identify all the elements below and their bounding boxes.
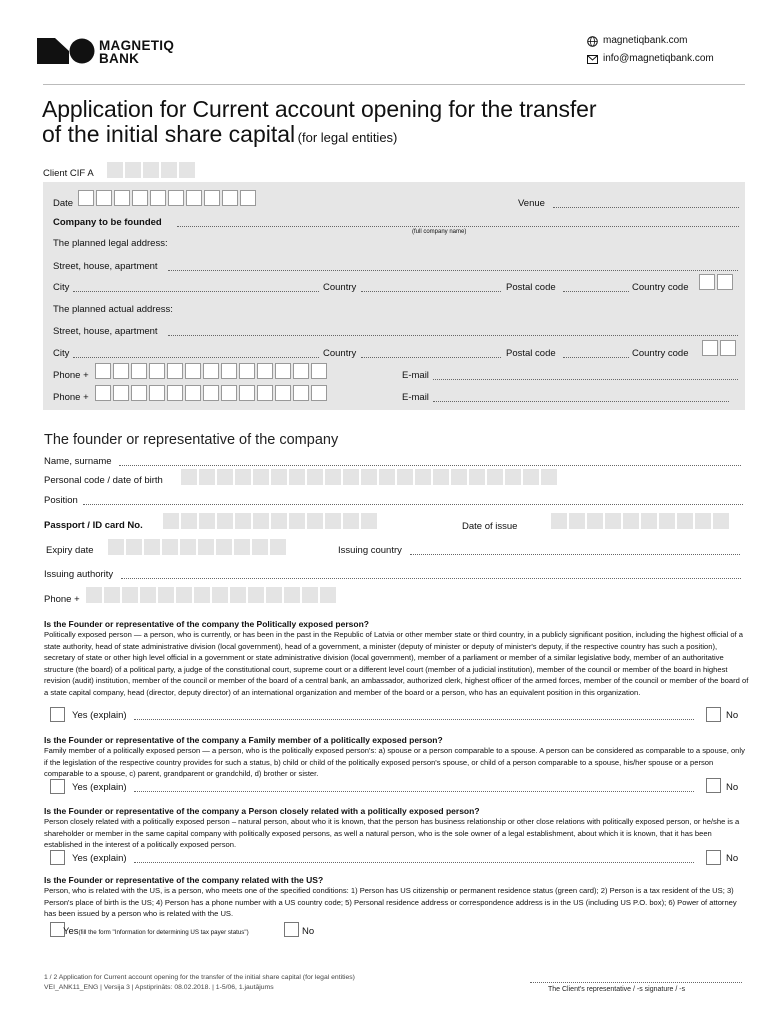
family-yes-checkbox[interactable] (50, 779, 65, 794)
phone-label-1: Phone + (53, 370, 89, 381)
pep-explain-field[interactable] (134, 719, 694, 720)
bank-name-line2: BANK (99, 51, 140, 66)
city-label-1: City (53, 282, 70, 293)
pep-no-label: No (726, 710, 739, 721)
company-name-field[interactable] (177, 226, 739, 227)
company-label: Company to be founded (53, 217, 162, 228)
full-name-hint: (full company name) (412, 229, 467, 235)
venue-field[interactable] (553, 207, 739, 208)
website-link[interactable]: magnetiqbank.com (603, 35, 688, 46)
footer-line-1: 1 / 2 Application for Current account opening for the transfer of the initial share capital (for legal entities) (44, 974, 355, 981)
founder-name-field[interactable] (119, 465, 741, 466)
family-question: Is the Founder or representative of the company a Family member of a politically exposed person? (44, 735, 443, 745)
street-field-2[interactable] (168, 335, 738, 336)
related-explain-field[interactable] (134, 862, 694, 863)
country-field-2[interactable] (361, 357, 501, 358)
country-code-label-1: Country code (632, 282, 689, 293)
us-description: Person, who is related with the US, is a person, who meets one of the specified conditions: 1) Person has US citizenship or permanent residence status (green card); 2) Person is a tax resident of the US; 3) Person's place of birth is the US; 4) Person has a phone number with a US country code; 5) Personal residence address or correspondence address is in the US (including US P.O. box); 6) Power of attorney has been issued by a person who is related with the US. (44, 886, 737, 919)
related-description: Person closely related with a politically exposed person – natural person, about who it is known, that the person has business relationship or other close relations with politically exposed person, or he/she is a shareholder or member in the same capital company with politically exposed persons, as well a natural person, who is the sole owner of a legal establishment, about which it is known, that it has been established in the interest of a politically exposed person. (44, 817, 740, 850)
us-yes-label: Yes (63, 926, 79, 937)
passport-boxes[interactable] (163, 513, 379, 529)
client-cif-label: Client CIF A (43, 168, 94, 179)
founder-heading: The founder or representative of the company (44, 432, 339, 448)
position-field[interactable] (83, 504, 743, 505)
family-explain-field[interactable] (134, 791, 694, 792)
personal-code-boxes[interactable] (181, 469, 559, 485)
related-question: Is the Founder or representative of the company a Person closely related with a politically exposed person? (44, 806, 480, 816)
country-code-boxes-1[interactable] (699, 274, 733, 290)
pep-yes-checkbox[interactable] (50, 707, 65, 722)
date-label: Date (53, 198, 74, 209)
us-yes-text (63, 926, 249, 937)
signature-label: The Client's representative / -s signature / -s (548, 986, 686, 993)
actual-address-label: The planned actual address: (53, 304, 173, 315)
related-yes-checkbox[interactable] (50, 850, 65, 865)
family-yes-label: Yes (explain) (72, 782, 127, 793)
header-divider (43, 84, 745, 85)
page-title-suffix: (for legal entities) (297, 130, 398, 145)
city-label-2: City (53, 348, 70, 359)
page-title-line2-wrap (42, 121, 397, 148)
issuing-country-label: Issuing country (338, 545, 402, 556)
phone-boxes-2[interactable] (95, 385, 327, 401)
country-field-1[interactable] (361, 291, 501, 292)
issuing-country-field[interactable] (410, 554, 740, 555)
globe-icon (587, 36, 598, 49)
date-boxes[interactable] (78, 190, 258, 206)
passport-label: Passport / ID card No. (44, 520, 143, 531)
pep-yes-label: Yes (explain) (72, 710, 127, 721)
email-label-1: E-mail (402, 370, 429, 381)
street-label-1: Street, house, apartment (53, 261, 158, 272)
expiry-date-boxes[interactable] (108, 539, 288, 555)
pep-question: Is the Founder or representative of the company the Politically exposed person? (44, 619, 369, 629)
issuing-authority-field[interactable] (121, 578, 741, 579)
footer-line-2: VEI_ANK11_ENG | Versija 3 | Apstiprināts: 08.02.2018. | 1-5/06, 1.jautājums (44, 984, 274, 991)
mail-icon (587, 55, 598, 66)
related-no-checkbox[interactable] (706, 850, 721, 865)
issuing-authority-label: Issuing authority (44, 569, 114, 580)
family-description: Family member of a politically exposed person — a person, who is the politically exposed person's: a) spouse or a person comparable to a spouse. A person can be considered as comparable to a spouse, only if the legislation of the respective country provides for such a status, b) child or child of the politically exposed person's spouse, or child of a person comparable to a spouse, his/her spouse or a person comparable to a spouse, c) parent, grandparent or grandchild, d) brother or sister. (44, 746, 745, 779)
page-title-line2: of the initial share capital (42, 121, 296, 147)
venue-label: Venue (518, 198, 545, 209)
phone-label-2: Phone + (53, 392, 89, 403)
country-code-label-2: Country code (632, 348, 689, 359)
country-code-boxes-2[interactable] (702, 340, 736, 356)
legal-address-label: The planned legal address: (53, 238, 168, 249)
email-field-1[interactable] (433, 379, 738, 380)
founder-phone-label: Phone + (44, 594, 80, 605)
us-yes-note: (fill the form "Information for determining US tax payer status") (78, 929, 249, 936)
street-label-2: Street, house, apartment (53, 326, 158, 337)
bank-name-line1: MAGNETIQ (99, 38, 175, 53)
page-title-line1: Application for Current account opening for the transfer (42, 96, 597, 122)
bank-logo (37, 38, 95, 64)
postal-field-1[interactable] (563, 291, 629, 292)
expiry-date-label: Expiry date (46, 545, 94, 556)
family-no-checkbox[interactable] (706, 778, 721, 793)
street-field-1[interactable] (168, 270, 738, 271)
postal-label-2: Postal code (506, 348, 556, 359)
us-no-checkbox[interactable] (284, 922, 299, 937)
position-label: Position (44, 495, 78, 506)
phone-boxes-1[interactable] (95, 363, 327, 379)
email-link[interactable]: info@magnetiqbank.com (603, 53, 714, 64)
signature-field[interactable] (530, 982, 742, 983)
personal-code-label: Personal code / date of birth (44, 475, 163, 486)
founder-phone-boxes[interactable] (86, 587, 338, 603)
email-field-2[interactable] (433, 401, 729, 402)
pep-no-checkbox[interactable] (706, 707, 721, 722)
country-label-2: Country (323, 348, 357, 359)
us-question: Is the Founder or representative of the company related with the US? (44, 875, 324, 885)
postal-field-2[interactable] (563, 357, 629, 358)
family-no-label: No (726, 782, 739, 793)
city-field-2[interactable] (73, 357, 319, 358)
country-label-1: Country (323, 282, 357, 293)
related-no-label: No (726, 853, 739, 864)
us-no-label: No (302, 926, 315, 937)
date-of-issue-boxes[interactable] (551, 513, 731, 529)
email-label-2: E-mail (402, 392, 429, 403)
founder-name-label: Name, surname (44, 456, 112, 467)
date-of-issue-label: Date of issue (462, 521, 518, 532)
postal-label-1: Postal code (506, 282, 556, 293)
related-yes-label: Yes (explain) (72, 853, 127, 864)
client-cif-boxes[interactable] (107, 162, 197, 178)
pep-description: Politically exposed person — a person, who is currently, or has been in the past in the Republic of Latvia or other member state or third country, in a publicly significant position, including the highest official of a state authority, head of state administrative division (local government), head of a government, a minister (deputy of minister or deputy of minister's deputy, if the respective country has such a position), secretary of state or other high level official in a government or state administrative division (local government), member of a parliament or member of a similar legislative body, member of an authoritative structure (the board) of a political party, a judge of the constitutional court, supreme court or a different level court (member of a judicial institution), member of the council or member of the board in highest revision (audit) institution, member of the council or member of the board of a central bank, an ambassador, authorized clerk, highest officer of the armed forces, member of the council or member of the board of a state capital company, head (director, deputy director) of an international organization and member of the board or a person, who has an equivalent position in this organization. (44, 630, 749, 697)
city-field-1[interactable] (73, 291, 319, 292)
